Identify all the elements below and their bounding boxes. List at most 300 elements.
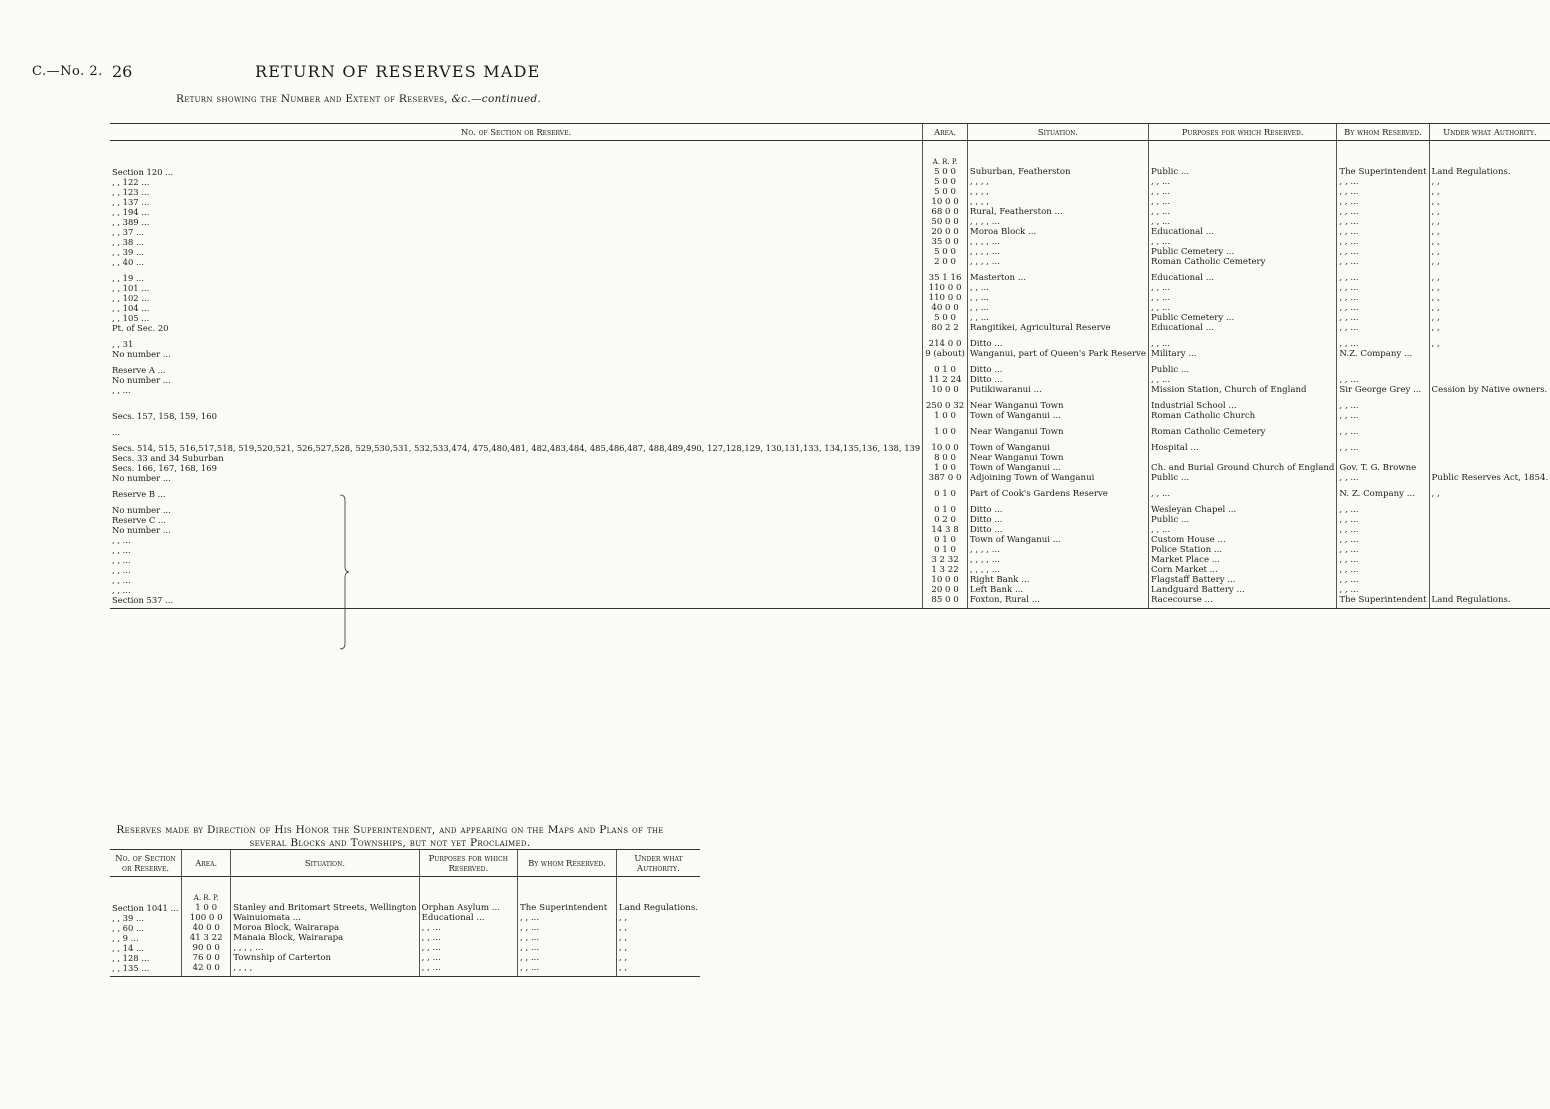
situation-cell: Manaia Block, Wairarapa xyxy=(231,933,419,943)
area-cell: 0 1 0 xyxy=(923,535,968,545)
table-row xyxy=(110,555,1550,565)
table-row xyxy=(110,933,700,943)
situation-cell: Town of Wanganui ... xyxy=(967,411,1148,421)
authority-cell xyxy=(1429,349,1550,359)
table-row xyxy=(110,385,1550,395)
situation-cell: Ditto ... xyxy=(967,515,1148,525)
table-row xyxy=(110,525,1550,535)
section-cell: , , 105 ... xyxy=(112,313,150,323)
area-cell: 5 0 0 xyxy=(923,177,968,187)
table-row xyxy=(110,217,1550,227)
area-cell: 35 0 0 xyxy=(923,237,968,247)
by-whom-cell: , , ... xyxy=(1337,237,1429,247)
section-cell: ... xyxy=(112,427,120,437)
authority-cell: , , xyxy=(1429,293,1550,303)
table-row xyxy=(110,453,1550,463)
table-row xyxy=(110,359,1550,375)
by-whom-cell: Sir George Grey ... xyxy=(1337,385,1429,395)
situation-cell: , , , , ... xyxy=(967,217,1148,227)
table-row xyxy=(110,437,1550,453)
by-whom-cell: , , ... xyxy=(518,923,617,933)
authority-cell xyxy=(1429,545,1550,555)
by-whom-cell: , , ... xyxy=(1337,187,1429,197)
purpose-cell: Public Cemetery ... xyxy=(1149,313,1337,323)
area-cell: 9 (about) xyxy=(923,349,968,359)
area-cell: 10 0 0 xyxy=(923,575,968,585)
purpose-cell: , , ... xyxy=(1149,177,1337,187)
table-row xyxy=(110,395,1550,411)
table-row xyxy=(110,483,1550,499)
situation-cell: Ditto ... xyxy=(967,375,1148,385)
area-cell: 50 0 0 xyxy=(923,217,968,227)
purpose-cell: Public Cemetery ... xyxy=(1149,247,1337,257)
authority-cell: Land Regulations. xyxy=(1429,167,1550,177)
section-cell: Secs. 514, 515, 516,517,518, 519,520,521, 526,527,528, 529,530,531, 532,533,474, 475,480,481, 482,483,484, 485,486,487, 488,489,490, 127,128,129, 130,131,133, 134,135,136, 138, 139 xyxy=(112,443,921,453)
empty-cell xyxy=(616,877,700,904)
section-cell: Section 1041 ... xyxy=(112,903,179,913)
situation-cell: Near Wanganui Town xyxy=(967,395,1148,411)
authority-cell: , , xyxy=(1429,177,1550,187)
authority-cell xyxy=(1429,411,1550,421)
authority-cell: , , xyxy=(1429,313,1550,323)
purpose-cell: , , ... xyxy=(1149,197,1337,207)
table-row xyxy=(110,349,1550,359)
situation-cell: , , ... xyxy=(967,313,1148,323)
area-cell: 41 3 22 xyxy=(182,933,231,943)
situation-cell: , , ... xyxy=(967,303,1148,313)
col-authority-header: Under what Authority. xyxy=(1429,124,1550,141)
page-header xyxy=(0,62,700,84)
col-by-whom-header: By whom Reserved. xyxy=(518,850,617,877)
authority-cell xyxy=(1429,437,1550,453)
situation-cell: , , ... xyxy=(967,283,1148,293)
situation-cell: Moroa Block ... xyxy=(967,227,1148,237)
authority-cell xyxy=(1429,395,1550,411)
by-whom-cell: , , ... xyxy=(1337,257,1429,267)
section-cell: Reserve A ... xyxy=(112,365,166,375)
purpose-cell: Ch. and Burial Ground Church of England xyxy=(1149,463,1337,473)
by-whom-cell: The Superintendent xyxy=(1337,595,1429,609)
area-cell: 40 0 0 xyxy=(182,923,231,933)
table-row xyxy=(110,963,700,977)
situation-cell: Part of Cook's Gardens Reserve xyxy=(967,483,1148,499)
authority-cell xyxy=(1429,359,1550,375)
authority-cell: , , xyxy=(1429,303,1550,313)
authority-cell xyxy=(1429,453,1550,463)
table-row xyxy=(110,283,1550,293)
situation-cell: Town of Wanganui ... xyxy=(967,463,1148,473)
purpose-cell: Custom House ... xyxy=(1149,535,1337,545)
authority-cell: , , xyxy=(1429,237,1550,247)
by-whom-cell: , , ... xyxy=(1337,545,1429,555)
area-cell: 0 1 0 xyxy=(923,499,968,515)
authority-cell: , , xyxy=(1429,323,1550,333)
subtitle-text: Return showing the Number and Extent of Reserves, xyxy=(176,93,452,105)
document-reference: C.—No. 2. xyxy=(32,64,103,79)
authority-cell xyxy=(1429,525,1550,535)
area-cell: 5 0 0 xyxy=(923,187,968,197)
table-row xyxy=(110,227,1550,237)
section-cell: No number ... xyxy=(112,473,171,483)
col-area-header: Area. xyxy=(182,850,231,877)
purpose-cell: , , ... xyxy=(1149,483,1337,499)
section-cell: Secs. 157, 158, 159, 160 xyxy=(112,411,217,421)
authority-cell: , , xyxy=(1429,283,1550,293)
table-row xyxy=(110,411,1550,421)
purpose-cell: Wesleyan Chapel ... xyxy=(1149,499,1337,515)
situation-cell: , , , , ... xyxy=(967,565,1148,575)
area-cell: 5 0 0 xyxy=(923,247,968,257)
section-cell: , , 135 ... xyxy=(110,963,182,977)
section-cell: , , 194 ... xyxy=(112,207,150,217)
situation-cell: , , , , ... xyxy=(967,555,1148,565)
section-cell: , , 40 ... xyxy=(112,257,144,267)
authority-cell: , , xyxy=(616,913,700,923)
situation-cell: Town of Wanganui ... xyxy=(967,535,1148,545)
area-cell: 10 0 0 xyxy=(923,437,968,453)
authority-cell: , , xyxy=(1429,227,1550,237)
table-row xyxy=(110,237,1550,247)
situation-cell: Masterton ... xyxy=(967,267,1148,283)
table-row xyxy=(110,545,1550,555)
table-row xyxy=(110,565,1550,575)
purpose-cell: Roman Catholic Cemetery xyxy=(1149,257,1337,267)
col-purposes-header: Purposes for which Reserved. xyxy=(1149,124,1337,141)
purpose-cell xyxy=(1149,453,1337,463)
section-cell: , , ... xyxy=(112,545,131,555)
area-cell: 1 3 22 xyxy=(923,565,968,575)
section-cell: , , 39 ... xyxy=(112,247,144,257)
authority-cell: Land Regulations. xyxy=(1429,595,1550,609)
empty-cell xyxy=(110,141,923,168)
col-situation-header: Situation. xyxy=(967,124,1148,141)
situation-cell: Rural, Featherston ... xyxy=(967,207,1148,217)
by-whom-cell: , , ... xyxy=(1337,247,1429,257)
by-whom-cell xyxy=(1337,453,1429,463)
authority-cell xyxy=(1429,515,1550,525)
unproclaimed-section-title: Reserves made by Direction of His Honor the Superintendent, and appearing on the Maps and Plans of the several Blocks and Townships, but not yet Proclaimed. xyxy=(116,824,664,849)
table-row xyxy=(110,535,1550,545)
authority-cell xyxy=(1429,585,1550,595)
by-whom-cell: , , ... xyxy=(1337,267,1429,283)
by-whom-cell: , , ... xyxy=(1337,333,1429,349)
area-cell: 0 1 0 xyxy=(923,483,968,499)
area-cell: 76 0 0 xyxy=(182,953,231,963)
area-cell: 1 0 0 xyxy=(923,411,968,421)
situation-cell: Left Bank ... xyxy=(967,585,1148,595)
by-whom-cell: , , ... xyxy=(1337,565,1429,575)
authority-cell: , , xyxy=(616,953,700,963)
purpose-cell: , , ... xyxy=(1149,525,1337,535)
area-cell: 40 0 0 xyxy=(923,303,968,313)
area-cell: 3 2 32 xyxy=(923,555,968,565)
area-cell: 10 0 0 xyxy=(923,385,968,395)
situation-cell: Near Wanganui Town xyxy=(967,453,1148,463)
table-row xyxy=(110,177,1550,187)
situation-cell: Ditto ... xyxy=(967,359,1148,375)
table-row xyxy=(110,187,1550,197)
area-cell: 100 0 0 xyxy=(182,913,231,923)
purpose-cell: , , ... xyxy=(1149,187,1337,197)
unproclaimed-table-body xyxy=(110,877,700,977)
unproclaimed-reserves-table xyxy=(110,849,700,977)
table-row xyxy=(110,903,700,913)
area-units-row xyxy=(110,877,700,904)
by-whom-cell: , , ... xyxy=(1337,323,1429,333)
table-row xyxy=(110,515,1550,525)
by-whom-cell: , , ... xyxy=(518,943,617,953)
area-cell: 250 0 32 xyxy=(923,395,968,411)
col-area-header: Area. xyxy=(923,124,968,141)
col-authority-header: Under what Authority. xyxy=(616,850,700,877)
table-row xyxy=(110,247,1550,257)
authority-cell xyxy=(1429,575,1550,585)
area-cell: 0 1 0 xyxy=(923,359,968,375)
situation-cell: Stanley and Britomart Streets, Wellington xyxy=(231,903,419,913)
section-cell: , , ... xyxy=(112,565,131,575)
authority-cell xyxy=(1429,463,1550,473)
area-cell: 387 0 0 xyxy=(923,473,968,483)
section-cell xyxy=(110,395,923,411)
situation-cell: , , , , xyxy=(967,187,1148,197)
table-row xyxy=(110,197,1550,207)
authority-cell: , , xyxy=(616,923,700,933)
section-cell: , , 37 ... xyxy=(112,227,144,237)
purpose-cell: Educational ... xyxy=(1149,267,1337,283)
authority-cell: , , xyxy=(616,933,700,943)
section-cell: , , 19 ... xyxy=(112,273,144,283)
page-title: RETURN OF RESERVES MADE xyxy=(255,62,541,81)
section-cell: Reserve C ... xyxy=(112,515,166,525)
situation-cell: Right Bank ... xyxy=(967,575,1148,585)
table-row xyxy=(110,463,1550,473)
situation-cell: , , , , ... xyxy=(231,943,419,953)
table-row xyxy=(110,595,1550,609)
by-whom-cell: Gov. T. G. Browne xyxy=(1337,463,1429,473)
table-row xyxy=(110,585,1550,595)
authority-cell: , , xyxy=(1429,197,1550,207)
by-whom-cell: , , ... xyxy=(1337,555,1429,565)
purpose-cell: Industrial School ... xyxy=(1149,395,1337,411)
by-whom-cell: , , ... xyxy=(1337,217,1429,227)
situation-cell: Foxton, Rural ... xyxy=(967,595,1148,609)
purpose-cell: , , ... xyxy=(419,933,517,943)
purpose-cell: Hospital ... xyxy=(1149,437,1337,453)
purpose-cell: Educational ... xyxy=(1149,227,1337,237)
section-cell: , , 60 ... xyxy=(112,923,144,933)
purpose-cell: Racecourse ... xyxy=(1149,595,1337,609)
section-cell: , , 137 ... xyxy=(112,197,150,207)
purpose-cell: , , ... xyxy=(419,943,517,953)
section-cell: Pt. of Sec. 20 xyxy=(112,323,169,333)
section-cell: Section 120 ... xyxy=(112,167,174,177)
empty-cell xyxy=(1337,141,1429,168)
section-cell: , , 9 ... xyxy=(112,933,139,943)
authority-cell: , , xyxy=(1429,333,1550,349)
table-row xyxy=(110,333,1550,349)
situation-cell: Wainuiomata ... xyxy=(231,913,419,923)
situation-cell: Township of Carterton xyxy=(231,953,419,963)
purpose-cell: , , ... xyxy=(1149,217,1337,227)
situation-cell: , , , , ... xyxy=(967,257,1148,267)
by-whom-cell: , , ... xyxy=(1337,293,1429,303)
situation-cell: Suburban, Featherston xyxy=(967,167,1148,177)
table-row xyxy=(110,575,1550,585)
by-whom-cell: , , ... xyxy=(1337,437,1429,453)
purpose-cell: , , ... xyxy=(1149,237,1337,247)
section-cell: , , 102 ... xyxy=(112,293,150,303)
situation-cell: Wanganui, part of Queen's Park Reserve xyxy=(967,349,1148,359)
area-cell: 14 3 8 xyxy=(923,525,968,535)
empty-cell xyxy=(1429,141,1550,168)
purpose-cell: Landguard Battery ... xyxy=(1149,585,1337,595)
area-cell: 110 0 0 xyxy=(923,293,968,303)
authority-cell: , , xyxy=(616,943,700,953)
purpose-cell: , , ... xyxy=(1149,333,1337,349)
by-whom-cell: , , ... xyxy=(518,933,617,943)
authority-cell: Public Reserves Act, 1854. xyxy=(1429,473,1550,483)
section-cell: Secs. 166, 167, 168, 169 xyxy=(112,463,217,473)
authority-cell xyxy=(1429,375,1550,385)
purpose-cell: , , ... xyxy=(419,953,517,963)
section-cell: , , ... xyxy=(112,555,131,565)
situation-cell: , , , , xyxy=(967,197,1148,207)
situation-cell: Ditto ... xyxy=(967,499,1148,515)
section-cell: , , 389 ... xyxy=(112,217,150,227)
by-whom-cell: The Superintendent xyxy=(518,903,617,913)
purpose-cell: , , ... xyxy=(1149,375,1337,385)
section-cell: Reserve B ... xyxy=(112,489,166,499)
authority-cell: , , xyxy=(1429,217,1550,227)
section-cell: , , 122 ... xyxy=(112,177,150,187)
by-whom-cell: , , ... xyxy=(518,913,617,923)
col-situation-header: Situation. xyxy=(231,850,419,877)
by-whom-cell: , , ... xyxy=(1337,395,1429,411)
section-cell: , , 128 ... xyxy=(112,953,150,963)
area-units-label: A. R. P. xyxy=(182,877,231,904)
table-row xyxy=(110,167,1550,177)
purpose-cell: Corn Market ... xyxy=(1149,565,1337,575)
empty-cell xyxy=(231,877,419,904)
col-section-header: No. of Section or Reserve. xyxy=(110,850,182,877)
section-cell: No number ... xyxy=(112,505,171,515)
table-row xyxy=(110,913,700,923)
authority-cell: , , xyxy=(1429,267,1550,283)
by-whom-cell: , , ... xyxy=(1337,197,1429,207)
by-whom-cell: , , ... xyxy=(1337,535,1429,545)
section-cell: , , ... xyxy=(112,575,131,585)
area-cell: 42 0 0 xyxy=(182,963,231,977)
purpose-cell: , , ... xyxy=(419,923,517,933)
purpose-cell: , , ... xyxy=(1149,303,1337,313)
by-whom-cell: , , ... xyxy=(1337,515,1429,525)
purpose-cell: , , ... xyxy=(1149,293,1337,303)
area-cell: 2 0 0 xyxy=(923,257,968,267)
area-cell: 80 2 2 xyxy=(923,323,968,333)
table-row xyxy=(110,267,1550,283)
area-cell: 0 2 0 xyxy=(923,515,968,525)
area-cell: 5 0 0 xyxy=(923,313,968,323)
authority-cell: , , xyxy=(1429,247,1550,257)
table-subtitle xyxy=(176,93,541,105)
by-whom-cell: , , ... xyxy=(1337,421,1429,437)
situation-cell: Putikiwaranui ... xyxy=(967,385,1148,395)
by-whom-cell: , , ... xyxy=(1337,473,1429,483)
situation-cell: Near Wanganui Town xyxy=(967,421,1148,437)
area-cell: 1 0 0 xyxy=(182,903,231,913)
area-cell: 1 0 0 xyxy=(923,421,968,437)
section-cell: , , ... xyxy=(112,385,131,395)
area-cell: 90 0 0 xyxy=(182,943,231,953)
section-cell: , , 101 ... xyxy=(112,283,150,293)
by-whom-cell: , , ... xyxy=(1337,375,1429,385)
table-row xyxy=(110,257,1550,267)
by-whom-cell: , , ... xyxy=(1337,207,1429,217)
col-purposes-header: Purposes for which Reserved. xyxy=(419,850,517,877)
by-whom-cell: , , ... xyxy=(1337,411,1429,421)
purpose-cell: Educational ... xyxy=(1149,323,1337,333)
situation-cell: Ditto ... xyxy=(967,333,1148,349)
section-cell: , , 31 xyxy=(112,339,134,349)
table-row xyxy=(110,293,1550,303)
situation-cell: Town of Wanganui xyxy=(967,437,1148,453)
by-whom-cell: , , ... xyxy=(1337,585,1429,595)
table-row xyxy=(110,207,1550,217)
purpose-cell: Roman Catholic Cemetery xyxy=(1149,421,1337,437)
empty-cell xyxy=(419,877,517,904)
authority-cell: Land Regulations. xyxy=(616,903,700,913)
table-row xyxy=(110,473,1550,483)
empty-cell xyxy=(1149,141,1337,168)
section-cell: Section 537 ... xyxy=(110,595,923,609)
area-cell: 8 0 0 xyxy=(923,453,968,463)
situation-cell: Moroa Block, Wairarapa xyxy=(231,923,419,933)
purpose-cell: Orphan Asylum ... xyxy=(419,903,517,913)
empty-cell xyxy=(110,877,182,904)
area-cell: 1 0 0 xyxy=(923,463,968,473)
area-cell: 10 0 0 xyxy=(923,197,968,207)
purpose-cell: Public ... xyxy=(1149,473,1337,483)
table-row xyxy=(110,375,1550,385)
by-whom-cell: , , ... xyxy=(1337,313,1429,323)
table-row xyxy=(110,943,700,953)
purpose-cell: Educational ... xyxy=(419,913,517,923)
purpose-cell: Roman Catholic Church xyxy=(1149,411,1337,421)
empty-cell xyxy=(967,141,1148,168)
purpose-cell: Public ... xyxy=(1149,515,1337,525)
col-by-whom-header: By whom Reserved. xyxy=(1337,124,1429,141)
by-whom-cell: , , ... xyxy=(1337,575,1429,585)
by-whom-cell: , , ... xyxy=(1337,177,1429,187)
section-cell: , , 14 ... xyxy=(112,943,144,953)
authority-cell xyxy=(1429,565,1550,575)
purpose-cell: Public ... xyxy=(1149,359,1337,375)
area-cell: 20 0 0 xyxy=(923,227,968,237)
by-whom-cell: , , ... xyxy=(1337,303,1429,313)
table-row xyxy=(110,923,700,933)
purpose-cell: , , ... xyxy=(419,963,517,977)
section-cell: , , 104 ... xyxy=(112,303,150,313)
area-cell: 214 0 0 xyxy=(923,333,968,349)
authority-cell: , , xyxy=(1429,207,1550,217)
authority-cell xyxy=(1429,421,1550,437)
purpose-cell: Military ... xyxy=(1149,349,1337,359)
table-header-row xyxy=(110,850,700,877)
col-section-header: No. of Section or Reserve. xyxy=(110,124,923,141)
page-number: 26 xyxy=(112,62,133,81)
authority-cell: Cession by Native owners. xyxy=(1429,385,1550,395)
area-cell: 0 1 0 xyxy=(923,545,968,555)
